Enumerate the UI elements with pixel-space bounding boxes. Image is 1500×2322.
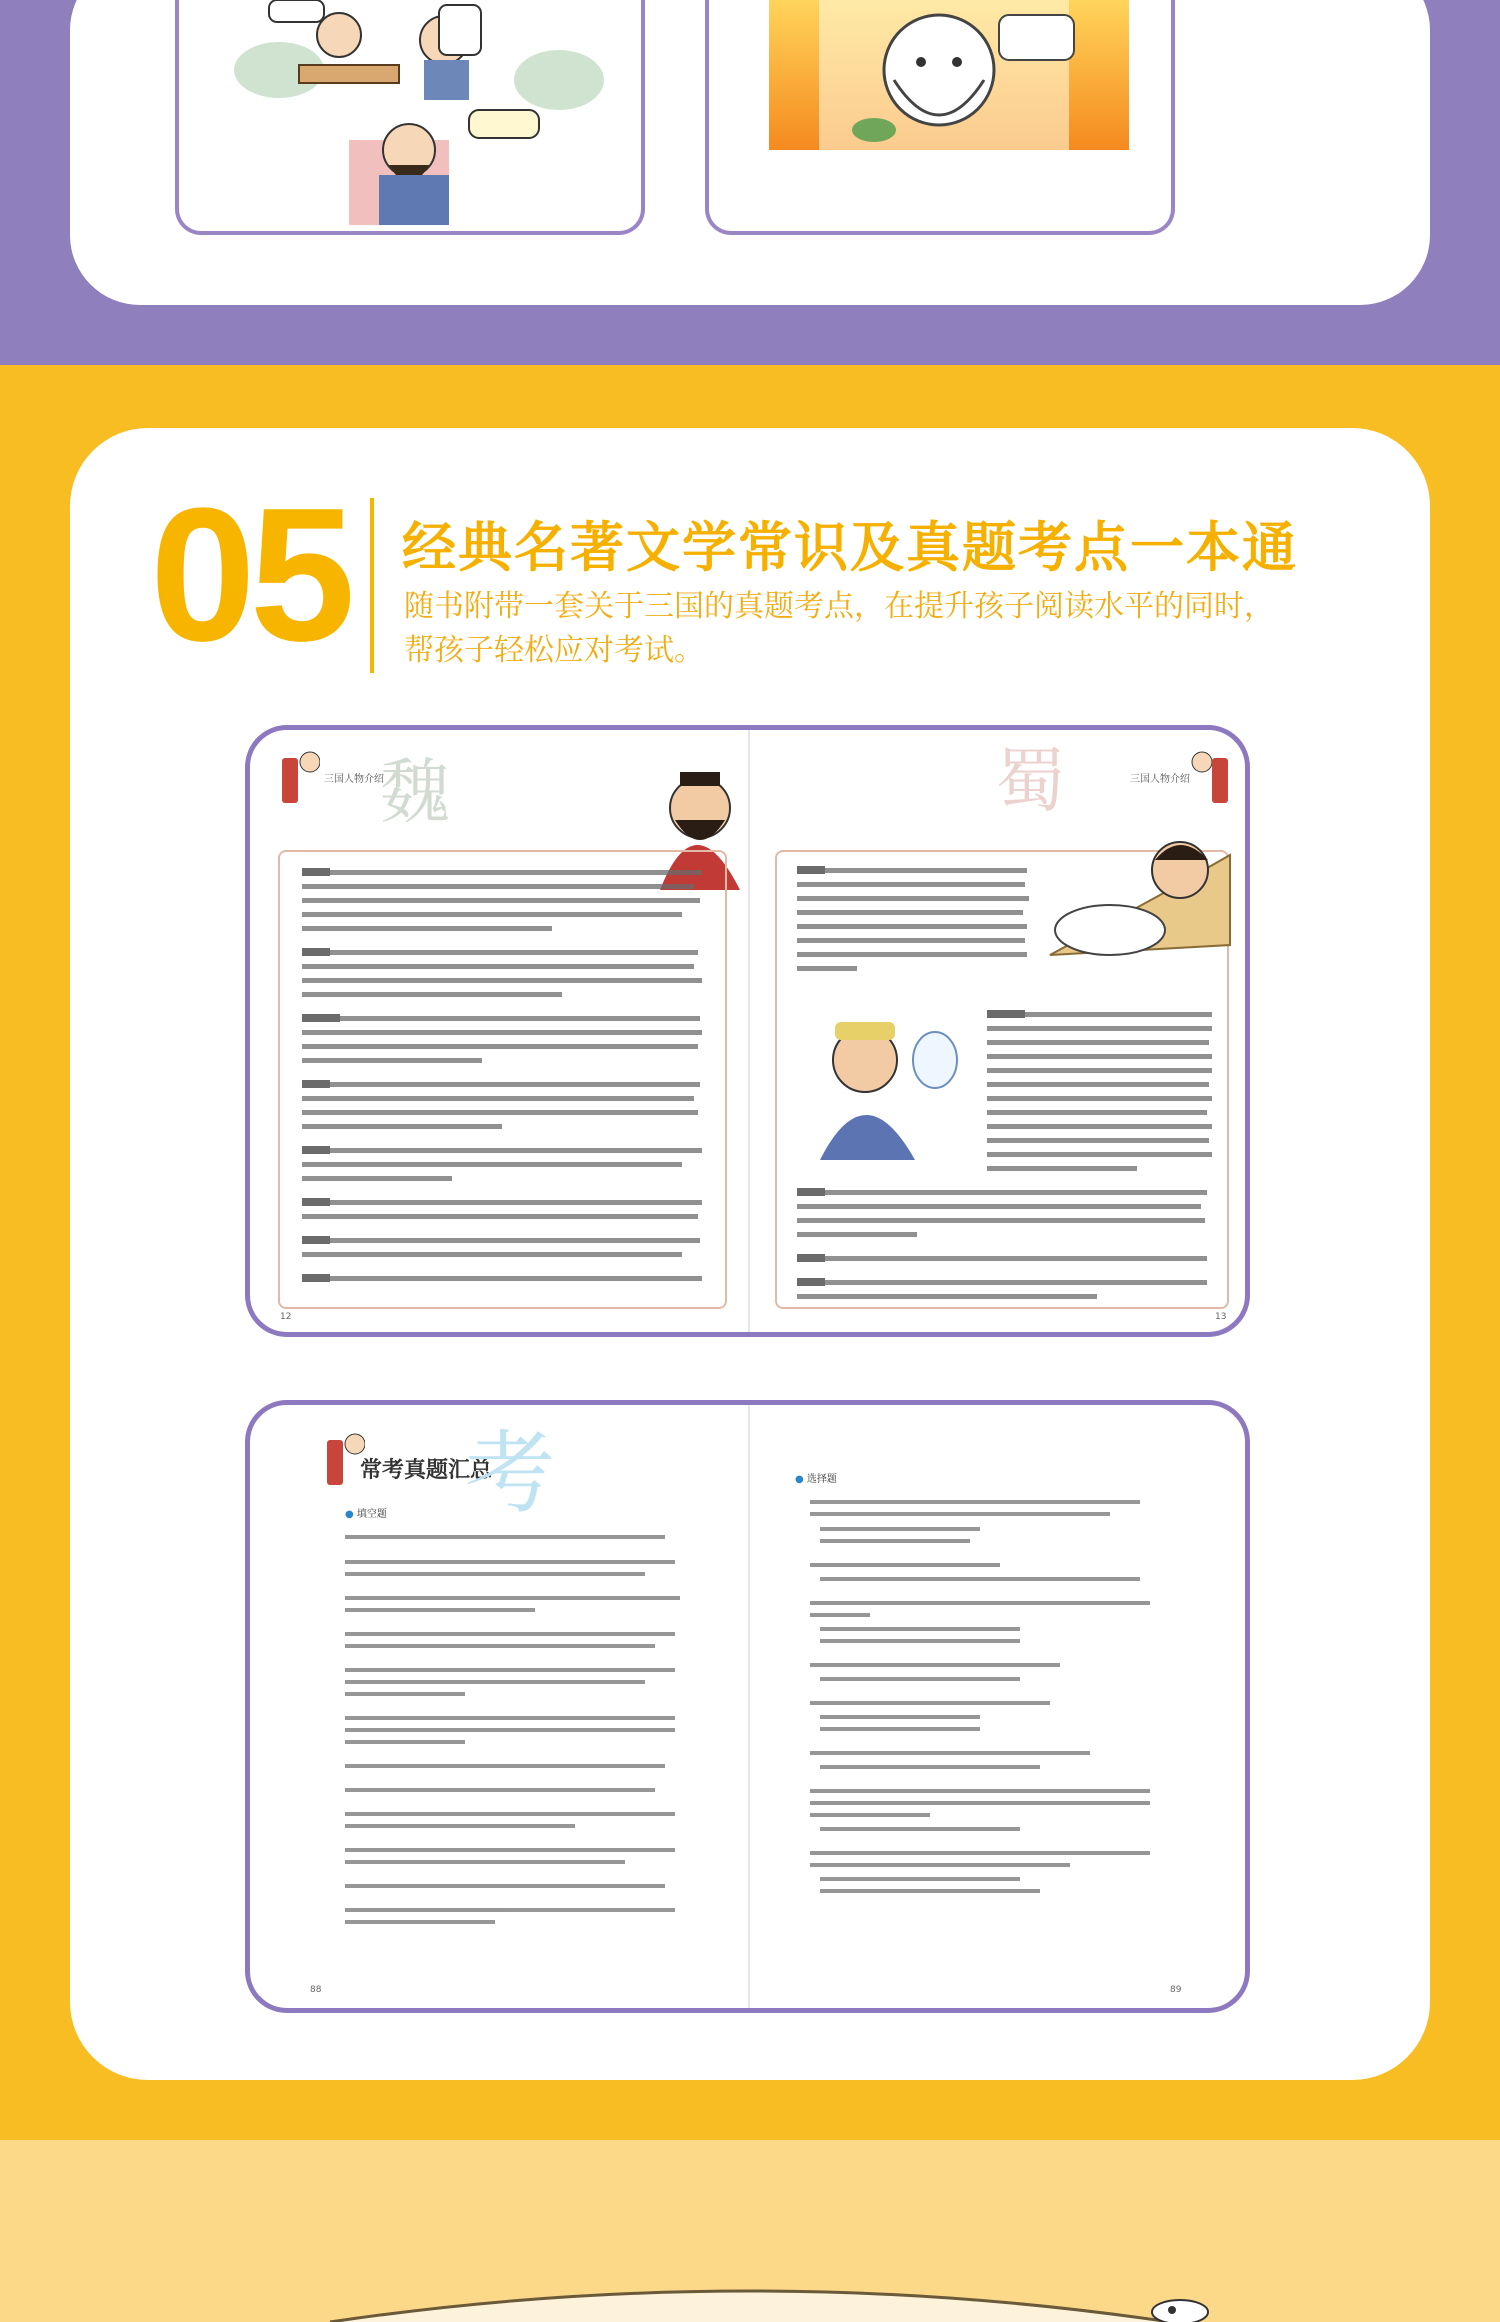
book-spread-characters bbox=[245, 725, 1250, 1337]
comic-illustration-1 bbox=[179, 0, 645, 235]
exam-title: 常考真题汇总 bbox=[360, 1457, 493, 1483]
right-page-header-label: 三国人物介绍 bbox=[1130, 774, 1190, 785]
comic-illustration-2 bbox=[709, 0, 1175, 235]
page-number-left: 12 bbox=[280, 1312, 292, 1322]
page-number-right: 13 bbox=[1215, 1312, 1227, 1322]
right-section-label: 选择题 bbox=[806, 1474, 837, 1485]
bottom-decoration bbox=[0, 2140, 1500, 2322]
left-page-header-label: 三国人物介绍 bbox=[324, 774, 384, 785]
section-number: 05 bbox=[150, 469, 350, 681]
character-rider-horse bbox=[1040, 825, 1240, 975]
calligraphy-wei: 魏 bbox=[380, 751, 450, 833]
book-spread-exam bbox=[245, 1400, 1250, 2013]
book-spine-2 bbox=[748, 1405, 750, 2008]
left-section-label: 填空题 bbox=[356, 1509, 387, 1520]
left-section-fill-blank: ● 填空题 bbox=[345, 1509, 387, 1520]
section-title: 经典名著文学常识及真题考点一本通 bbox=[402, 516, 1298, 579]
subtitle-line-2: 帮孩子轻松应对考试。 bbox=[404, 633, 704, 668]
section-subtitle bbox=[404, 585, 1404, 673]
seal-icon-right bbox=[1190, 748, 1230, 808]
comic-panel-2 bbox=[705, 0, 1175, 235]
exam-page-number-left: 88 bbox=[310, 1985, 322, 1995]
exam-page-number-right: 89 bbox=[1170, 1985, 1182, 1995]
seal-icon bbox=[280, 748, 320, 808]
calligraphy-shu: 蜀 bbox=[995, 740, 1065, 822]
fill-blank-questions bbox=[345, 1530, 725, 2000]
left-page-frame bbox=[278, 850, 727, 1309]
calligraphy-kao: 考 bbox=[465, 1421, 555, 1526]
multiple-choice-questions bbox=[810, 1495, 1190, 1985]
left-page-text bbox=[280, 852, 725, 1307]
subtitle-line-1: 随书附带一套关于三国的真题考点，在提升孩子阅读水平的同时， bbox=[404, 589, 1274, 624]
character-strategist bbox=[795, 1000, 965, 1170]
comic-panel-1 bbox=[175, 0, 645, 235]
seal-icon-exam bbox=[325, 1430, 365, 1490]
right-section-choice: ● 选择题 bbox=[795, 1474, 837, 1485]
divider-line bbox=[370, 498, 374, 673]
